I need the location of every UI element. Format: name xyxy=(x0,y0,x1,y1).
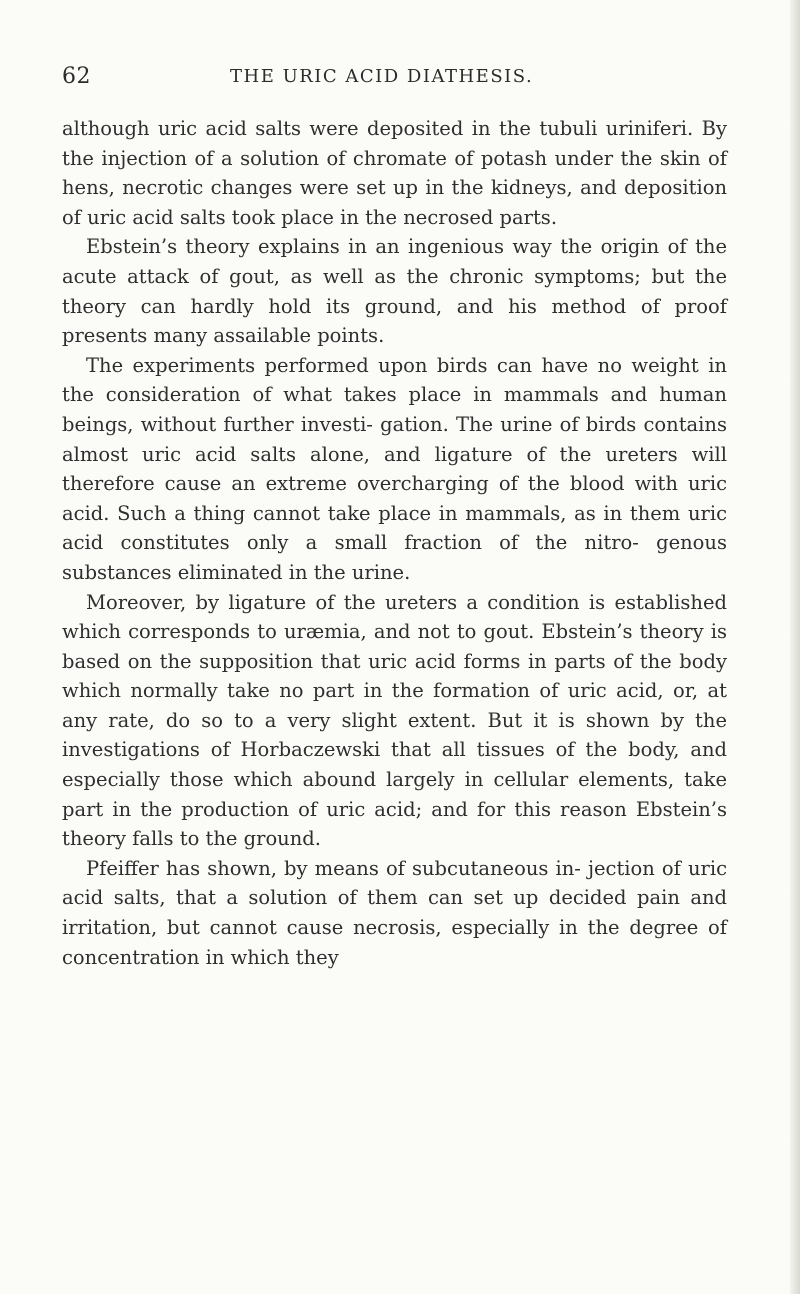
page-header xyxy=(62,64,702,104)
paragraph-ebstein-theory: Ebstein’s theory explains in an ingenious way the origin of the acute attack of gout, as well as the chronic symptoms; but the theory can hardly hold its ground, and his method of proof presents many assailable points. xyxy=(62,235,727,348)
paragraph-continuation: although uric acid salts were deposited in the tubuli uriniferi. By the injection of a solution of chromate of potash under the skin of hens, necrotic changes were set up in the kidneys, and deposition of uric acid salts took place in the necrosed parts. xyxy=(62,117,727,229)
page-number: 62 xyxy=(62,64,91,89)
body-text xyxy=(62,114,727,972)
running-title: THE URIC ACID DIATHESIS. xyxy=(230,66,534,87)
page-edge-shadow xyxy=(790,0,800,1294)
paragraph-ureter-ligature: Moreover, by ligature of the ureters a condition is established which corresponds to uræmia, and not to gout. Ebstein’s theory is based on the supposition that uric acid forms in parts of the body which normally take no part in the formation of uric acid, or, at any rate, do so to a very slight extent. But it is shown by the investigations of Horbaczewski that all tissues of the body, and especially those which abound largely in cellular elements, take part in the production of uric acid; and for this reason Ebstein’s theory falls to the ground. xyxy=(62,590,727,851)
paragraph-pfeiffer: Pfeiffer has shown, by means of subcutaneous in- jection of uric acid salts, that a solution of them can set up decided pain and irritation, but cannot cause necrosis, especially in the degree of concentration in which they xyxy=(62,856,727,969)
paragraph-bird-experiments: The experiments performed upon birds can have no weight in the consideration of what takes place in mammals and human beings, without further investi- gation. The urine of birds contains almost uric acid salts alone, and ligature of the ureters will therefore cause an extreme overcharging of the blood with uric acid. Such a thing cannot take place in mammals, as in them uric acid constitutes only a small fraction of the nitro- genous substances eliminated in the urine. xyxy=(62,353,727,584)
